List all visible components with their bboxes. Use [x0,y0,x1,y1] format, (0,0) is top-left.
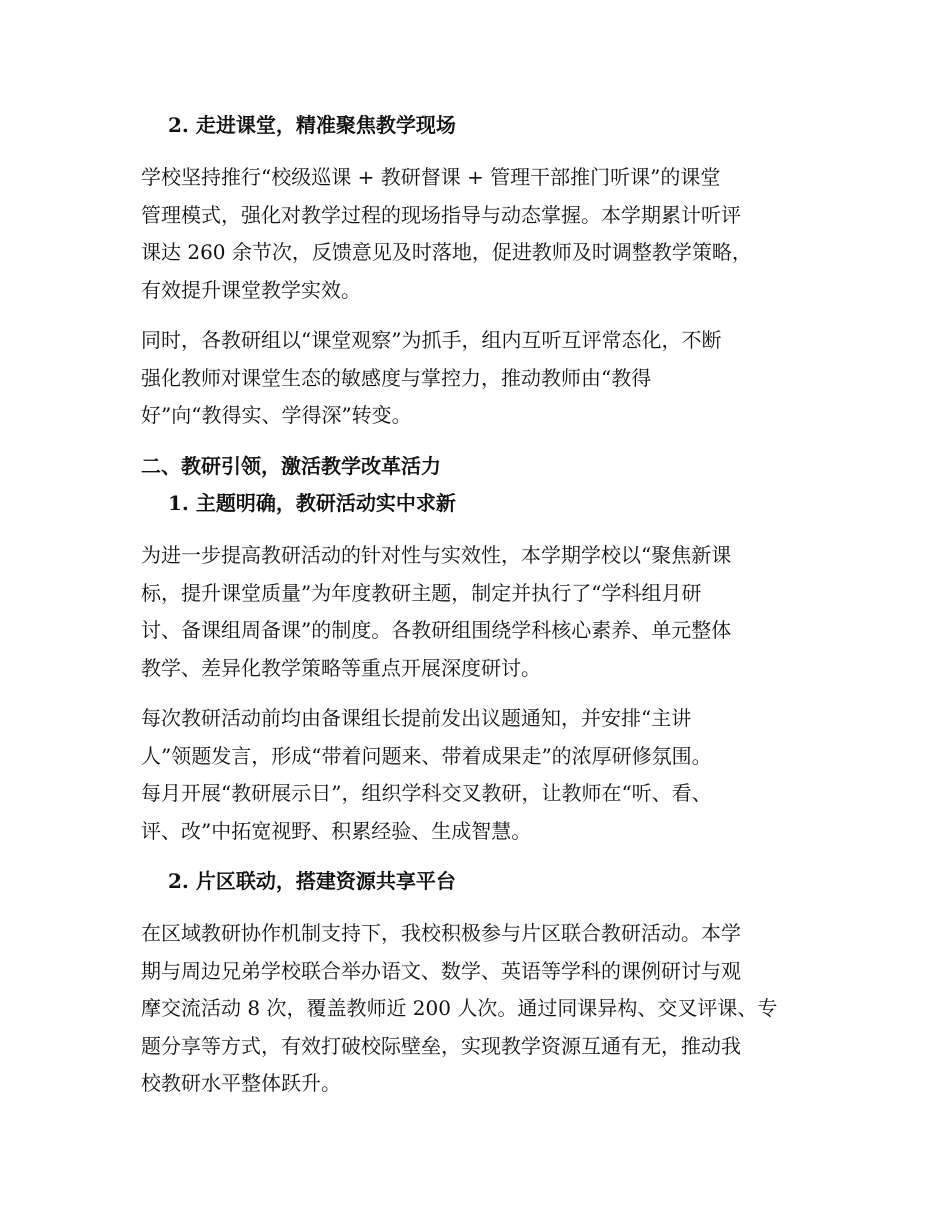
text-line: 同时，各教研组以“课堂观察”为抓手，组内互听互评常态化，不断 [141,328,722,352]
subheading-walk-into-classroom: 2. 走进课堂，精准聚焦教学现场 [168,113,456,137]
paragraph-research-theme [141,537,821,687]
text-line: 期与周边兄弟学校联合举办语文、数学、英语等学科的课例研讨与观 [141,958,741,983]
text-line: 为进一步提高教研活动的针对性与实效性，本学期学校以“聚焦新课 [141,543,732,567]
text-line: 在区域教研协作机制支持下，我校积极参与片区联合教研活动。本学 [141,921,741,945]
text-line: 好”向“教得实、学得深”转变。 [141,403,412,427]
text-line: 摩交流活动 8 次，覆盖教师近 200 人次。通过同课异构、交叉评课、专 [141,996,778,1020]
text-line: 校教研水平整体跃升。 [141,1071,341,1095]
paragraph-classroom-management [141,159,821,309]
text-line: 管理模式，强化对教学过程的现场指导与动态掌握。本学期累计听评 [141,202,741,227]
text-line: 强化教师对课堂生态的敏感度与掌控力，推动教师由“教得 [141,365,652,390]
text-line: 人”领题发言，形成“带着问题来、带着成果走”的浓厚研修氛围。 [141,743,712,768]
section-heading-teaching-research: 二、教研引领，激活教学改革活力 [141,454,441,478]
text-line: 每月开展“教研展示日”，组织学科交叉教研，让教师在“听、看、 [141,781,712,805]
text-line: 有效提升课堂教学实效。 [141,277,361,302]
paragraph-classroom-observation [141,322,821,435]
text-line: 课达 260 余节次，反馈意见及时落地，促进教师及时调整教学策略， [141,240,752,264]
subheading-district-linkage: 2. 片区联动，搭建资源共享平台 [168,869,456,893]
paragraph-research-activities [141,700,821,850]
subheading-clear-theme: 1. 主题明确，教研活动实中求新 [168,491,456,515]
paragraph-district-research [141,915,821,1103]
text-line: 题分享等方式，有效打破校际壁垒，实现教学资源互通有无，推动我 [141,1033,741,1058]
text-line: 讨、备课组周备课”的制度。各教研组围绕学科核心素养、单元整体 [141,618,732,642]
text-line: 评、改”中拓宽视野、积累经验、生成智慧。 [141,818,532,843]
text-line: 学校坚持推行“校级巡课 + 教研督课 + 管理干部推门听课”的课堂 [141,165,721,189]
text-line: 教学、差异化教学策略等重点开展深度研讨。 [141,655,541,680]
text-line: 标，提升课堂质量”为年度教研主题，制定并执行了“学科组月研 [141,580,702,605]
text-line: 每次教研活动前均由备课组长提前发出议题通知，并安排“主讲 [141,706,692,730]
